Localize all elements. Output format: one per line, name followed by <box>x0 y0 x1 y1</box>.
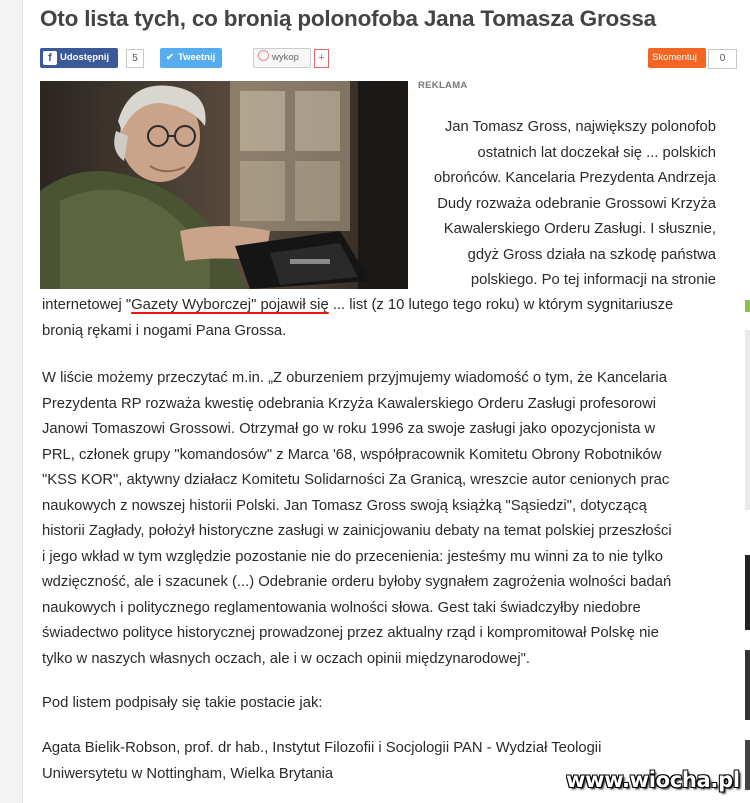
tweet-button[interactable] <box>160 48 222 68</box>
facebook-icon: f <box>43 51 57 65</box>
paragraph-2-line: świadectwo polityce historycznej prowadzonej przez aktualny rząd i kompromitował Polskę nie <box>42 625 659 641</box>
facebook-share-count: 5 <box>126 49 144 68</box>
sidebar-edge-block <box>745 330 750 510</box>
paragraph-1-line: gdyż Gross działa na szkodę państwa <box>467 246 716 263</box>
comment-count: 0 <box>708 49 737 69</box>
man-reading-book-image <box>40 81 408 289</box>
site-watermark: www.wiocha.pl <box>566 768 740 792</box>
paragraph-2-line: naukowych i politycznego reglamentowania wolności słowa. Gest taki świadczyłby niedobre <box>42 599 641 616</box>
article-photo <box>40 81 408 289</box>
gazeta-wyborcza-link[interactable]: Gazety Wyborczej" pojawił się <box>131 297 329 313</box>
comment-label: Skomentuj <box>652 52 697 63</box>
tweet-label: Tweetnij <box>177 52 216 63</box>
ad-label: REKLAMA <box>418 80 468 91</box>
paragraph-1-line: Jan Tomasz Gross, największy polonofob <box>444 119 716 135</box>
paragraph-1-line-8 <box>42 293 732 319</box>
paragraph-2-line: naukowych z nowszej historii Polski. Jan Tomasz Gross swoją książką "Sąsiedzi", dotyczącą <box>42 497 647 514</box>
paragraph-2-line: historii Zagłady, położył historyczne zasługi w zainicjowaniu debaty na temat polskiej przeszłości <box>42 523 672 539</box>
paragraph-2-line: Prezydenta RP rozważa kwestię odebrania Krzyża Kawalerskiego Orderu Zasługi profesorowi <box>42 395 657 412</box>
paragraph-2-line: tylko w naszych własnych oczach, ale i w oczach opinii międzynarodowej". <box>42 650 531 667</box>
left-margin <box>0 0 23 803</box>
paragraph-2 <box>42 366 722 672</box>
paragraph-2-line: wdzięczność, ale i szacunek (...) Odebranie orderu byłoby sygnałem zagrożenia wolności badań <box>42 574 672 590</box>
wykop-plus-button[interactable]: + <box>314 49 329 68</box>
paragraph-3: Pod listem podpisały się takie postacie jak: <box>42 695 323 711</box>
share-bar <box>40 48 737 70</box>
paragraph-2-line: Janowi Tomaszowi Grossowi. Otrzymał go w roku 1996 za swoje zasługi jako opozycjonista w <box>42 421 656 437</box>
paragraph-4-line: Uniwersytetu w Nottingham, Wielka Brytania <box>42 765 334 782</box>
facebook-share-label: Udostępnij <box>60 52 110 63</box>
paragraph-2-line: i jego wkład w tym względzie pozostanie nie do przecenienia: jesteśmy mu winni za to nie tylko <box>42 548 663 565</box>
wykop-icon <box>258 50 269 61</box>
paragraph-1-line: obrońców. Kancelaria Prezydenta Andrzeja <box>433 170 716 186</box>
paragraph-1-line: Kawalerskiego Orderu Zasługi. I słusznie, <box>443 221 716 237</box>
sidebar-edge-block <box>745 555 750 630</box>
wykop-button[interactable] <box>253 48 311 68</box>
sidebar-edge-block <box>745 300 750 312</box>
sidebar-edge-block <box>745 650 750 720</box>
paragraph-2-line: "KSS KOR", aktywny działacz Komitetu Solidarności Za Granicą, wreszcie autor cenionych prac <box>42 472 670 488</box>
paragraph-1-line-9: bronią rękami i nogami Pana Grossa. <box>42 323 287 339</box>
paragraph-1-line: Dudy rozważa odebranie Grossowi Krzyża <box>437 195 716 212</box>
paragraph-1-text: internetowej " <box>42 297 132 313</box>
article-title: Oto lista tych, co bronią polonofoba Jana Tomasza Grossa <box>40 6 656 31</box>
paragraph-1-text: ... list (z 10 lutego tego roku) w którym sygnitariusze <box>328 297 674 313</box>
paragraph-1-wrapped <box>414 115 716 294</box>
wykop-label: wykop <box>272 52 299 63</box>
facebook-share-button[interactable] <box>40 48 118 68</box>
paragraph-4-line: Agata Bielik-Robson, prof. dr hab., Instytut Filozofii i Socjologii PAN - Wydział Teologii <box>42 740 602 756</box>
twitter-bird-icon: ✔ <box>166 52 174 63</box>
paragraph-1-line: ostatnich lat doczekał się ... polskich <box>477 144 716 161</box>
paragraph-1-line: polskiego. Po tej informacji na stronie <box>470 272 716 288</box>
sidebar-edge-block <box>745 740 750 790</box>
paragraph-2-line: PRL, członek grupy "komandosów" z Marca '68, współpracownik Komitetu Obrony Robotników <box>42 446 662 463</box>
comment-button[interactable] <box>648 48 706 68</box>
paragraph-2-line: W liście możemy przeczytać m.in. „Z oburzeniem przyjmujemy wiadomość o tym, że Kancelaria <box>42 370 667 386</box>
